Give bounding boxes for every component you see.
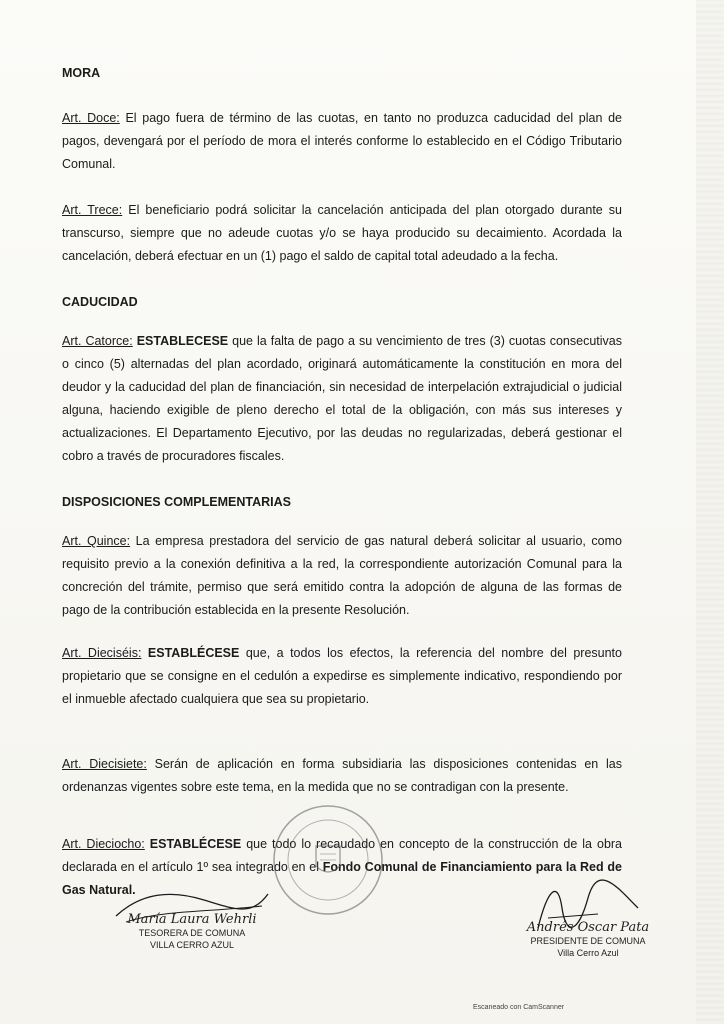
signer-name: Andrés Oscar Pata bbox=[526, 920, 650, 935]
article-quince bbox=[62, 530, 622, 622]
article-text: que la falta de pago a su vencimiento de tres (3) cuotas consecutivas o cinco (5) alternadas del plan acordado, originará automáticamente la constitución en mora del deudor y la caducidad del plan de financiación, sin necesidad de interpelación extrajudicial o judicial alguna, haciendo exigible de pleno derecho el total de la obligación, con más sus intereses y actualizaciones. El Departamento Ejecutivo, por las deudas no regularizadas, deberá gestionar el cobro a través de procuradores fiscales. bbox=[62, 334, 622, 463]
comuna-seal bbox=[268, 800, 388, 925]
article-emphasis: ESTABLÉCESE bbox=[149, 837, 242, 851]
signature-scribble-icon bbox=[112, 886, 272, 930]
scan-edge bbox=[696, 0, 724, 1024]
document-body bbox=[62, 62, 622, 902]
signer-role: PRESIDENTE DE COMUNA bbox=[530, 936, 646, 946]
signature-left bbox=[112, 892, 272, 951]
article-text: que todo lo recaudado en concepto de la construcción de la obra declarada en el artículo 1º sea integrado en el bbox=[62, 837, 623, 874]
article-text: El pago fuera de término de las cuotas, en tanto no produzca caducidad del plan de pagos, devengará por el período de mora el interés conforme lo establecido en el Código Tributario Comunal. bbox=[62, 111, 622, 171]
article-emphasis-fund: Fondo Comunal de Financiamiento para la Red de Gas Natural. bbox=[62, 860, 622, 897]
article-label: Art. Trece: bbox=[62, 203, 123, 217]
signature-right bbox=[518, 896, 658, 959]
article-label: Art. Dieciocho: bbox=[62, 837, 145, 851]
article-doce bbox=[62, 107, 622, 176]
signer-place: VILLA CERRO AZUL bbox=[149, 940, 235, 950]
article-trece bbox=[62, 199, 622, 268]
article-text: El beneficiario podrá solicitar la cancelación anticipada del plan otorgado durante su transcurso, siempre que no adeude cuotas y/o se haya producido su decaimiento. Acordada la cancelación, deberá efectuar en un (1) pago el saldo de capital total adeudado a la fecha. bbox=[62, 203, 622, 263]
article-text: Serán de aplicación en forma subsidiaria las disposiciones contenidas en las ordenanzas vigentes sobre este tema, en la medida que no se contradigan con la presente. bbox=[62, 757, 622, 794]
article-label: Art. Quince: bbox=[62, 534, 131, 548]
seal-icon bbox=[268, 800, 388, 920]
article-dieciseis bbox=[62, 642, 622, 711]
article-catorce bbox=[62, 330, 622, 468]
section-heading-caducidad: CADUCIDAD bbox=[62, 295, 138, 309]
article-label: Art. Catorce: bbox=[62, 334, 133, 348]
signature-scribble-icon bbox=[518, 878, 658, 938]
article-emphasis: ESTABLECESE bbox=[136, 334, 229, 348]
section-heading-mora: MORA bbox=[62, 66, 101, 80]
article-label: Art. Diecisiete: bbox=[62, 757, 147, 771]
article-emphasis: ESTABLÉCESE bbox=[147, 646, 240, 660]
signer-name: María Laura Wehrli bbox=[127, 912, 257, 927]
signer-place: Villa Cerro Azul bbox=[557, 948, 619, 958]
section-heading-disposiciones: DISPOSICIONES COMPLEMENTARIAS bbox=[62, 495, 291, 509]
article-label: Art. Doce: bbox=[62, 111, 120, 125]
article-label: Art. Dieciséis: bbox=[62, 646, 142, 660]
article-diecisiete bbox=[62, 753, 622, 799]
scanner-watermark: Escaneado con CamScanner bbox=[473, 1004, 565, 1011]
article-text: que, a todos los efectos, la referencia del nombre del presunto propietario que se consigne en el cedulón a expedirse es simplemente indicativo, respondiendo por el inmueble afectado cualquiera que sea su propietario. bbox=[62, 646, 622, 706]
signer-role: TESORERA DE COMUNA bbox=[138, 928, 246, 938]
article-text: La empresa prestadora del servicio de gas natural deberá solicitar al usuario, como requisito previo a la conexión definitiva a la red, la correspondiente autorización Comunal para la concreción del trámite, permiso que será emitido contra la adopción de alguna de las formas de pago de la contribución establecida en la presente Resolución. bbox=[62, 534, 622, 617]
